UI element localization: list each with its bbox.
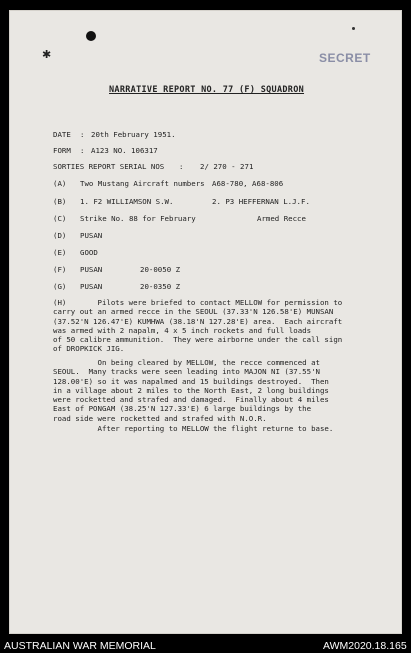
item-c-label: (C): [53, 214, 67, 223]
item-c-text: Strike No. 88 for February: [80, 214, 196, 223]
item-b-label: (B): [53, 197, 67, 206]
narrative-paragraph-3: After reporting to MELLOW the flight returne to base.: [53, 424, 334, 433]
item-c-value: Armed Recce: [257, 214, 306, 223]
item-f-value: 20-0050 Z: [140, 265, 181, 274]
form-label: FORM: [53, 146, 71, 155]
date-value: 20th February 1951.: [91, 130, 176, 139]
narrative-paragraph-1: (H) Pilots were briefed to contact MELLOW for permission to carry out an armed recce in the SEOUL (37.33'N 126.58'E) MUNSAN (37.52'N 126.47'E) KUMHWA (38.18'N 127.28'E) area. Each aircraft was armed with 2 napalm, 4 x 5 inch rockets and full loads of 50 calibre ammunition. They were airborne under the call sign of DROPKICK JIG.: [53, 298, 343, 354]
narrative-paragraph-2: On being cleared by MELLOW, the recce commenced at SEOUL. Many tracks were seen leading into MAJON NI (37.55'N 128.00'E) so it was napalmed and 15 buildings destroyed. Then in a village about 2 miles to the North East, 2 long buildings were rocketted and strafed and damaged. Finally about 4 miles East of PONGAM (38.25'N 127.33'E) 6 large buildings by the road side were rocketted and strafed with N.O.R.: [53, 358, 329, 423]
document-page: [9, 10, 402, 634]
secret-stamp: SECRET: [319, 51, 371, 65]
sorties-value: 2/ 270 - 271: [200, 162, 254, 171]
handwritten-mark: ✱: [42, 48, 52, 61]
form-value: A123 NO. 106317: [91, 146, 158, 155]
item-a-text: Two Mustang Aircraft numbers: [80, 179, 205, 188]
item-e-label: (E): [53, 248, 67, 257]
item-a-value: A68-780, A68-806: [212, 179, 284, 188]
item-e-text: GOOD: [80, 248, 98, 257]
item-f-text: PUSAN: [80, 265, 103, 274]
item-g-label: (G): [53, 282, 67, 291]
item-d-text: PUSAN: [80, 231, 103, 240]
item-b-value: 2. P3 HEFFERNAN L.J.F.: [212, 197, 310, 206]
report-title: NARRATIVE REPORT NO. 77 (F) SQUADRON: [109, 85, 305, 95]
footer-institution: AUSTRALIAN WAR MEMORIAL: [4, 640, 156, 652]
colon: :: [179, 162, 184, 171]
item-g-value: 20-0350 Z: [140, 282, 181, 291]
item-b-text: 1. F2 WILLIAMSON S.W.: [80, 197, 174, 206]
item-g-text: PUSAN: [80, 282, 103, 291]
ink-dot: [352, 27, 355, 30]
item-a-label: (A): [53, 179, 67, 188]
footer-accession-number: AWM2020.18.165: [323, 640, 407, 652]
punch-hole: [86, 31, 96, 41]
sorties-label: SORTIES REPORT SERIAL NOS: [53, 162, 165, 171]
item-d-label: (D): [53, 231, 67, 240]
colon: :: [80, 146, 85, 155]
date-label: DATE: [53, 130, 71, 139]
colon: :: [80, 130, 85, 139]
item-f-label: (F): [53, 265, 67, 274]
